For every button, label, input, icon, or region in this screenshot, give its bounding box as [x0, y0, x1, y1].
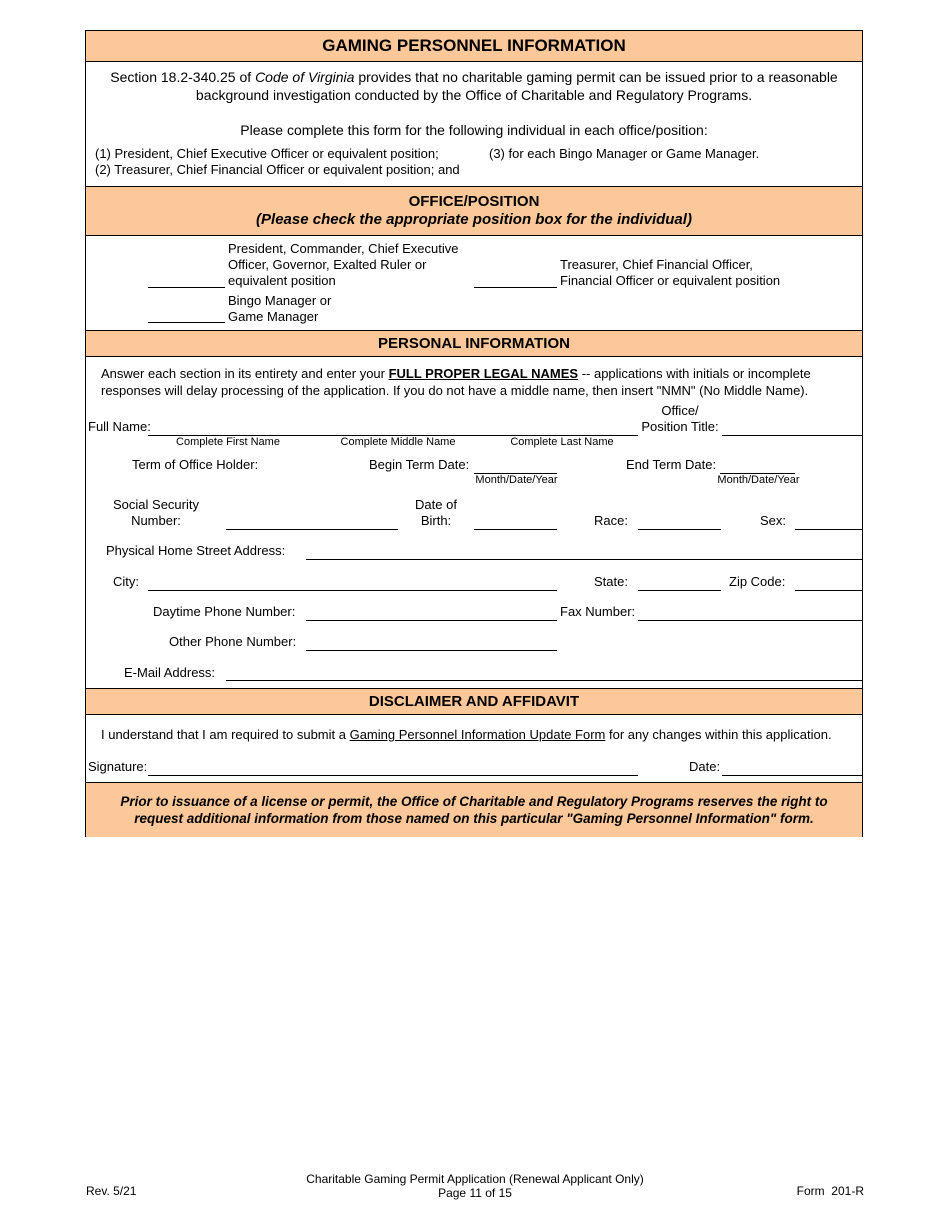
begin-term-caption: Month/Date/Year [475, 474, 558, 486]
term-holder-label: Term of Office Holder: [132, 457, 259, 472]
disclaimer-band [86, 688, 862, 715]
last-name-caption: Complete Last Name [510, 436, 614, 448]
form-title: GAMING PERSONNEL INFORMATION [322, 36, 626, 55]
personal-info-heading: PERSONAL INFORMATION [378, 335, 570, 352]
begin-term-label: Begin Term Date: [369, 457, 470, 472]
signature-field[interactable] [148, 775, 638, 776]
page-number: Page 11 of 15 [438, 1186, 512, 1200]
date-field[interactable] [722, 775, 863, 776]
page-footer-center: Charitable Gaming Permit Application (Renewal Applicant Only) Page 11 of 15 [250, 1172, 700, 1200]
page-footer-form: Form 201-R [796, 1184, 864, 1198]
gaming-personnel-form [85, 30, 863, 837]
middle-name-caption: Complete Middle Name [340, 436, 456, 448]
ssn-field[interactable] [226, 529, 398, 530]
office-position-subheading: (Please check the appropriate position box for the individual) [256, 211, 692, 228]
personal-info-note: Answer each section in its entirety and enter your FULL PROPER LEGAL NAMES -- applications with initials or incomplete responses will delay processing of the application. If you do not have a middle name, then insert "NMN" (No Middle Name). [101, 366, 811, 398]
state-label: State: [594, 574, 628, 589]
email-label: E-Mail Address: [124, 665, 216, 680]
intro-instruction: Please complete this form for the following individual in each office/position: [240, 122, 708, 138]
intro-item-1: (1) President, Chief Executive Officer or equivalent position; [95, 146, 439, 161]
disclaimer-text: I understand that I am required to submit a Gaming Personnel Information Update Form for any changes within this application. [101, 727, 832, 742]
personal-info-band [86, 330, 862, 357]
fax-field[interactable] [638, 620, 863, 621]
address-field[interactable] [306, 559, 863, 560]
full-legal-names: FULL PROPER LEGAL NAMES [388, 366, 579, 381]
intro-item-2: (2) Treasurer, Chief Financial Officer or equivalent position; and [95, 162, 460, 177]
president-check-line[interactable] [148, 287, 225, 288]
treasurer-label: Treasurer, Chief Financial Officer, Financial Officer or equivalent position [560, 257, 781, 288]
signature-label: Signature: [88, 759, 148, 774]
office-position-heading: OFFICE/POSITION [408, 193, 540, 210]
ssn-label: Social Security Number: [113, 497, 199, 528]
zip-label: Zip Code: [729, 574, 786, 589]
bingo-check-line[interactable] [148, 322, 225, 323]
state-field[interactable] [638, 590, 721, 591]
first-name-caption: Complete First Name [176, 436, 280, 448]
race-field[interactable] [638, 529, 721, 530]
dob-label: Date of Birth: [415, 497, 457, 528]
notice-text: Prior to issuance of a license or permit, the Office of Charitable and Regulatory Programs reserves the right to request additional information from those named on this particular "Gaming Personnel Information" form. [120, 794, 828, 826]
page-footer-rev: Rev. 5/21 [86, 1184, 137, 1198]
city-field[interactable] [148, 590, 557, 591]
form-title-band [86, 31, 862, 62]
sex-field[interactable] [795, 529, 863, 530]
other-phone-label: Other Phone Number: [169, 634, 297, 649]
end-term-label: End Term Date: [626, 457, 717, 472]
email-field[interactable] [226, 680, 863, 681]
bingo-label: Bingo Manager or Game Manager [228, 293, 332, 324]
fax-label: Fax Number: [560, 604, 636, 619]
other-phone-field[interactable] [306, 650, 557, 651]
update-form-link[interactable]: Gaming Personnel Information Update Form [349, 727, 606, 742]
full-name-label: Full Name: [88, 419, 151, 434]
intro-item-3: (3) for each Bingo Manager or Game Manager. [489, 146, 760, 161]
race-label: Race: [594, 513, 628, 528]
day-phone-label: Daytime Phone Number: [153, 604, 296, 619]
end-term-caption: Month/Date/Year [717, 474, 800, 486]
office-position-band [86, 186, 862, 236]
code-of-virginia: Code of Virginia [255, 69, 355, 85]
address-label: Physical Home Street Address: [106, 543, 286, 558]
city-label: City: [113, 574, 139, 589]
intro-paragraph: Section 18.2-340.25 of Code of Virginia provides that no charitable gaming permit can be issued prior to a reasonable background investigation conducted by the Office of Charitable and Regulatory Programs. [110, 69, 838, 103]
president-label: President, Commander, Chief Executive Officer, Governor, Exalted Ruler or equivalent position [228, 241, 459, 288]
disclaimer-heading: DISCLAIMER AND AFFIDAVIT [368, 693, 580, 710]
sex-label: Sex: [760, 513, 787, 528]
date-label: Date: [689, 759, 721, 774]
day-phone-field[interactable] [306, 620, 557, 621]
zip-field[interactable] [795, 590, 863, 591]
office-title-field[interactable] [722, 435, 863, 436]
dob-field[interactable] [474, 529, 557, 530]
notice-band [86, 782, 862, 837]
office-title-label: Office/ Position Title: [641, 403, 719, 434]
treasurer-check-line[interactable] [474, 287, 557, 288]
